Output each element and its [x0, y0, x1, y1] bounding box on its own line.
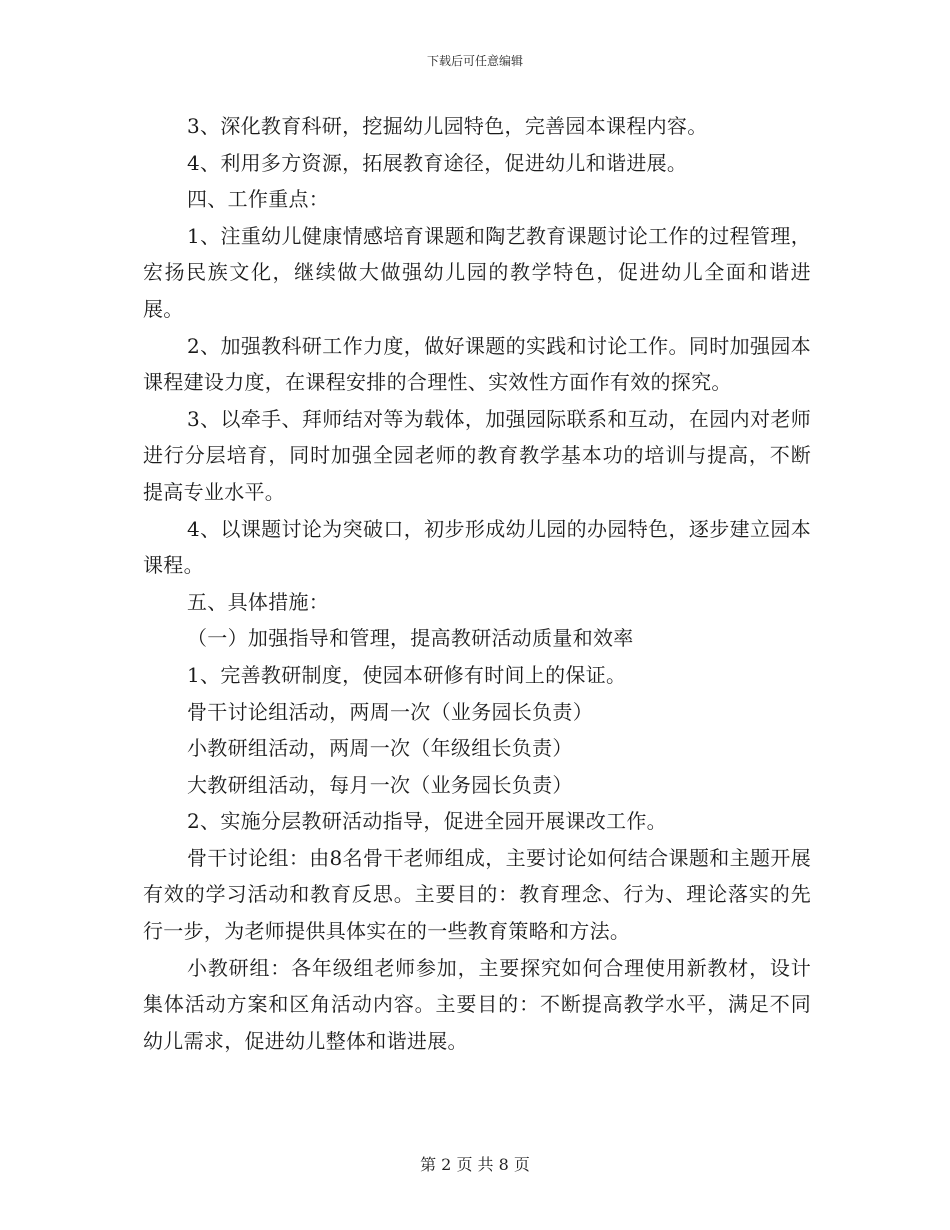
paragraph-focus-2: 2、加强教科研工作力度，做好课题的实践和讨论工作。同时加强园本课程建设力度，在课程安排的合理性、实效性方面作有效的探究。 [143, 333, 811, 395]
section-heading-work-focus: 四、工作重点： [187, 187, 330, 212]
paragraph-goal-4: 4、利用多方资源，拓展教育途径，促进幼儿和谐进展。 [187, 150, 688, 175]
paragraph-core-group-detail: 骨干讨论组：由8名骨干老师组成，主要讨论如何结合课题和主题开展有效的学习活动和教育反思。主要目的：教育理念、行为、理论落实的先行一步，为老师提供具体实在的一些教育策略和方法。 [143, 845, 811, 944]
paragraph-focus-1: 1、注重幼儿健康情感培育课题和陶艺教育课题讨论工作的过程管理，宏扬民族文化，继续做大做强幼儿园的教学特色，促进幼儿全面和谐进展。 [143, 223, 811, 321]
paragraph-goal-3: 3、深化教育科研，挖掘幼儿园特色，完善园本课程内容。 [187, 114, 708, 138]
paragraph-focus-3: 3、以牵手、拜师结对等为载体，加强园际联系和互动，在园内对老师进行分层培育，同时加强全园老师的教育教学基本功的培训与提高，不断提高专业水平。 [143, 406, 811, 504]
paragraph-small-group-detail: 小教研组：各年级组老师参加，主要探究如何合理使用新教材，设计集体活动方案和区角活动内容。主要目的：不断提高教学水平，满足不同幼儿需求，促进幼儿整体和谐进展。 [143, 955, 811, 1053]
paragraph-measure-2: 2、实施分层教研活动指导，促进全园开展课改工作。 [187, 809, 667, 834]
list-item-core-group: 骨干讨论组活动，两周一次（业务园长负责） [187, 699, 593, 724]
section-heading-measures: 五、具体措施： [187, 589, 330, 614]
paragraph-measure-1: 1、完善教研制度，使园本研修有时间上的保证。 [187, 662, 627, 687]
list-item-large-group: 大教研组活动，每月一次（业务园长负责） [187, 772, 573, 797]
document-body [143, 108, 811, 1059]
paragraph-focus-4: 4、以课题讨论为突破口，初步形成幼儿园的办园特色，逐步建立园本课程。 [143, 516, 811, 578]
subsection-heading-guidance: （一）加强指导和管理，提高教研活动质量和效率 [187, 626, 634, 651]
page-header: 下载后可任意编辑 [426, 54, 523, 68]
list-item-small-group: 小教研组活动，两周一次（年级组长负责） [187, 736, 573, 761]
page-number-footer: 第 2 页 共 8 页 [420, 1155, 530, 1174]
